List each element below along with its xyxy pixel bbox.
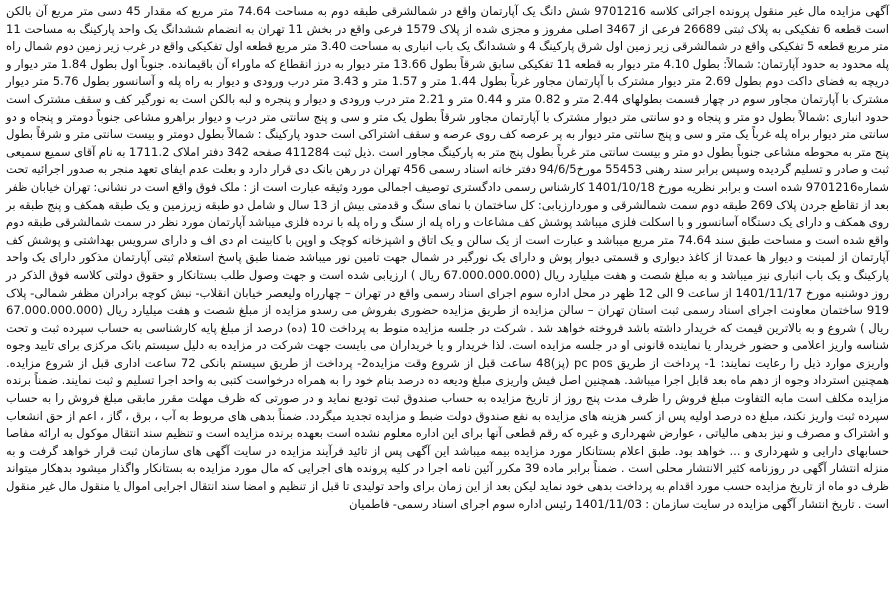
- auction-notice-text: آگهی مزایده مال غیر منقول پرونده اجرائی کلاسه 9701216 شش دانگ یک آپارتمان واقع در شمالشرقی طبقه دوم به مساحت 74.64 متر مربع که مقدار 45 دسی متر مربع آن بالکن است قطعه 6 تفکیکی به پلاک ثبتی 26689 فرعی از 3467 اصلی مفروز و مجزی شده از پلاک 1579 فرعی واقع در بخش 11 تهران به انضمام ششدانگ یک واحد پارکینگ به مساحت 11 متر مربع قطعه 5 تفکیکی واقع در شمالشرقی زیر زمین اول شرق پارکینگ 4 و ششدانگ یک باب انباری به مساحت 3.40 متر مربع قطعه اول تفکیکی واقع در غرب زیر زمین دوم شمال راه پله محدود به حدود آپارتمان: شمالاً: بطول 4.10 متر دیوار به قطعه 11 تفکیکی سابق شرقاً بطول 13.66 متر دیوار به درز انقطاع که ماوراء آن باقیمانده. جنوباً اول بطول 1.84 متر دیوار و دریچه به فضای داکت دوم بطول 2.69 متر دیوار مشترک با آپارتمان مجاور غرباً بطول 1.44 متر و 1.57 متر و 3.43 متر درب ورودی و دیوار به راه پله و آسانسور بطول 5.76 متر دیوار مشترک با آپارتمان مجاور سوم در چهار قسمت بطولهای 2.44 متر و 0.82 متر و 0.44 متر و 2.21 متر درب ورودی و دیوار و پنجره و لبه بالکن است به نورگیر کف و سقف مشترک است حدود انباری :شمالاً بطول دو متر و پنجاه و دو سانتی متر دیوار مشترک با آپارتمان مجاور شرقاً بطول یک متر و سی و پنج سانتی متر درب و دیوار براهرو مشاعی جنوباً دومتر و پنجاه و دو سانتی متر دیوار براه پله غرباً یک متر و سی و پنج سانتی متر دیوار به پر عرصه کف روی عرصه و سقف اشتراکی است حدود پارکینگ : شمالاً بطول دومتر و بیست سانتی متر و شرقاً بطول پنج متر به محوطه مشاعی جنوباً بطول دو متر و بیست سانتی متر غرباً بطول پنج متر به پارکینگ مجاور است .ذیل ثبت 411284 صفحه 342 دفتر املاک 1711.2 به نام آقای سمیع سمیعی ثبت و صادر و تسلیم گردیده وسپس برابر سند رهنی 55453 مورخ94/6/5 دفتر خانه اسناد رسمی 456 تهران در رهن بانک دی قرار دارد و بعلت عدم ایفای تعهد منجر به صدور اجرائیه تحت شماره9701216 شده است و برابر نظریه مورخ 1401/10/18 کارشناس رسمی دادگستری توصیف اجمالی مورد وثیقه عبارت است از : ملک فوق واقع است در نشانی: تهران خیابان ظفر بعد از تقاطع جردن پلاک 269 طبقه دوم سمت شمالشرقی و موردارزیابی: کل ساختمان با نمای سنگ و قدمتی بیش از 13 سال و شامل دو طبقه زیرزمین و یک طبقه همکف و پنج طبقه بر روی همکف و دارای یک دستگاه آسانسور و با اسکلت فلزی میباشد پوشش کف مشاعات و راه پله از سنگ و راه پله با نرده فلزی میباشد آپارتمان مورد نظر در سمت شمالشرقی طبقه دوم واقع شده است و مساحت طبق سند 74.64 متر مربع میباشد و عبارت است از یک سالن و یک اتاق و اشپزخانه کوچک و اوپن با کابینت ام دی اف و دارای سرویس بهداشتی و پوشش کف آپارتمان از لمینت و دیوار ها عمدتا از کاغذ دیواری و قسمتی دیوار پوش و دارای یک نورگیر در شمال جهت تامین نور میباشد ضمنا طبق پاسخ استعلام ثبتی آپارتمان مذکور دارای یک واحد پارکینگ و یک باب انباری نیز میباشد و به مبلغ شصت و هفت میلیارد ریال (67.000.000.000 ریال ) ارزیابی شده است و جهت وصول طلب بستانکار و حقوق دولتی کلاسه فوق الذکر در روز دوشنبه مورخ 1401/11/17 از ساعت 9 الی 12 ظهر در محل اداره سوم اجرای اسناد رسمی واقع در تهران – چهارراه ولیعصر خیابان انقلاب- نبش کوچه برادران مظفر شمالی- پلاک 919 ساختمان معاونت اجرای اسناد رسمی ثبت استان تهران – سالن مزایده از طریق مزایده حضوری بفروش می رسدو مزایده از مبلغ شصت و هفت میلیارد ریال (67.000.000.000 ریال ) شروع و به بالاترین قیمت که خریدار داشته باشد فروخته خواهد شد . شرکت در جلسه مزایده منوط به پرداخت 10 (ده) درصد از مبلغ پایه کارشناسی به حساب سپرده ثبت و تحت شناسه واریز اعلامی و حضور خریدار یا نماینده قانونی او در جلسه مزایده است. لذا خریدار و یا خریداران می بایست جهت شرکت در مزایده به دلیل سیستم بانک مرکزی برای تایید وجوه واریزی موارد ذیل را رعایت نمایند: 1- پرداخت از طریق pc pos (پز)48 ساعت قبل از شروع وقت مزایده2- پرداخت از طریق سیستم بانکی 72 ساعت اداری قبل از شروع مزایده. همچنین استرداد وجوه از دهم ماه بعد قابل اجرا میباشد. همچنین اصل فیش واریزی مبلغ ودیعه ده درصد بنام خود را به همراه درخواست کتبی به واحد اجرا تسلیم و ثبت نمایند. ضمناً برنده مزایده مکلف است مابه التفاوت مبلغ فروش را ظرف مدت پنج روز از تاریخ مزایده به حساب صندوق ثبت تودیع نماید و در صورتی که ظرف مهلت مقرر مابقی مبلغ فروش را به حساب سپرده ثبت واریز نکند، مبلغ ده درصد اولیه پس از کسر هزینه های مزایده به نفع صندوق دولت ضبط و مزایده تجدید میگردد. ضمناً بدهی های مربوط به آب ، برق ، گاز ، اعم از حق انشعاب و اشتراک و مصرف و نیز بدهی مالیاتی ، عوارض شهرداری و غیره که رقم قطعی آنها برای این اداره معلوم نشده است بعهده برنده مزایده است و تنظیم سند انتقال موکول به ارائه مفاصا حسابهای دارایی و شهرداری و ... خواهد بود. طبق اعلام بستانکار مورد مزایده بیمه میباشد این آگهی پس از تائید فرآیند مزایده در سایت آگهی های سازمان ثبت قرار خواهد گرفت و به منزله انتشار آگهی در روزنامه کثیر الانتشار محلی است . ضمناً برابر ماده 39 مکرر آئین نامه اجرا در کلیه پرونده های اجرایی که مال مورد مزایده به بستانکار واگذار میشود بدهکار میتواند ظرف دو ماه از تاریخ مزایده حسب مورد اقدام به پرداخت بدهی خود نماید لیکن بعد از این زمان برای واحد تولیدی تا قبل از تنظیم و امضا سند انتقال اجرایی اموال یا منقول مال غیر منقول است . تاریخ انتشار آگهی مزایده در سایت سازمان : 1401/11/03 رئیس اداره سوم اجرای اسناد رسمی- فاطمیان: [6, 4, 890, 511]
